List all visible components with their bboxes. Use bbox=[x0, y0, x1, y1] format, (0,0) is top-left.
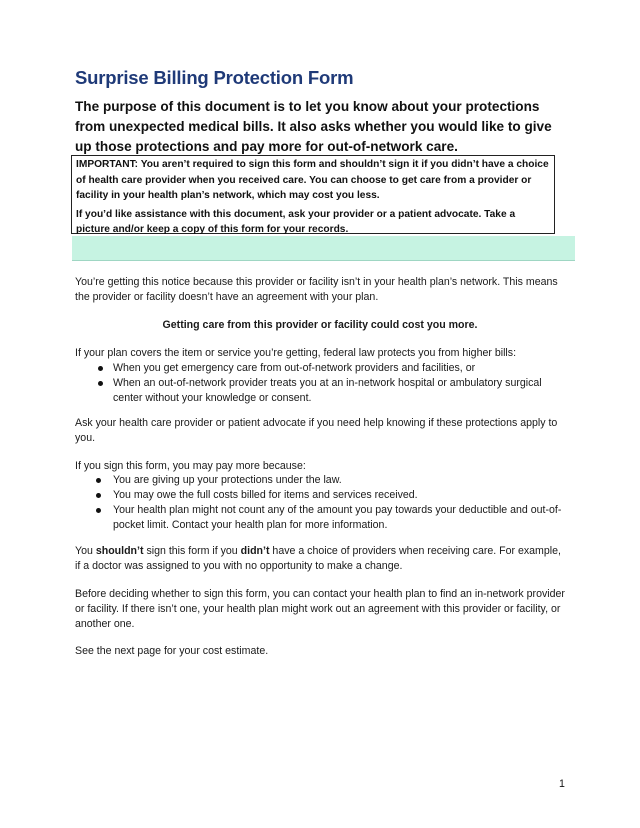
list-item: Your health plan might not count any of the amount you pay towards your deductible and out-of-pocket limit. Contact your health plan for more information. bbox=[75, 503, 565, 533]
shouldnt-sign-paragraph: You shouldn’t sign this form if you didn’t have a choice of providers when receiving care. For example, if a doctor was assigned to you with no opportunity to make a change. bbox=[75, 545, 561, 572]
bullet-icon bbox=[98, 366, 103, 371]
list-item: You may owe the full costs billed for items and services received. bbox=[75, 488, 565, 503]
list-item: When an out-of-network provider treats you at an in-network hospital or ambulatory surgical center without your knowledge or consent. bbox=[75, 376, 565, 406]
list-item: When you get emergency care from out-of-network providers and facilities, or bbox=[75, 361, 565, 376]
assistance-paragraph: If you’d like assistance with this document, ask your provider or a patient advocate. Take a picture and/or keep a copy of this form for your records. bbox=[76, 208, 516, 235]
bullet-icon bbox=[96, 508, 101, 513]
list-item: You are giving up your protections under the law. bbox=[75, 473, 565, 488]
form-title: Surprise Billing Protection Form bbox=[75, 67, 354, 88]
cost-heading: Getting care from this provider or facility could cost you more. bbox=[162, 319, 478, 331]
sign-consequences-list bbox=[75, 473, 565, 533]
bullet-icon bbox=[96, 478, 101, 483]
notice-paragraph: You’re getting this notice because this provider or facility isn’t in your health plan’s network. This means the provider or facility doesn’t have an agreement with your plan. bbox=[75, 276, 558, 303]
purpose-statement: The purpose of this document is to let you know about your protections from unexpected medical bills. It also asks whether you would like to give up those protections and pay more for out-of-network care. bbox=[75, 99, 552, 154]
bullet-icon bbox=[98, 381, 103, 386]
bullet-icon bbox=[96, 493, 101, 498]
important-notice-box bbox=[71, 155, 555, 234]
sign-intro: If you sign this form, you may pay more because: bbox=[75, 460, 306, 472]
ask-paragraph: Ask your health care provider or patient advocate if you need help knowing if these protections apply to you. bbox=[75, 417, 558, 444]
important-paragraph: IMPORTANT: You aren’t required to sign this form and shouldn’t sign it if you didn’t have a choice of health care provider when you received care. You can choose to get care from a provider or facility in your health plan’s network, which may cost you less. bbox=[76, 159, 549, 201]
page-number: 1 bbox=[559, 778, 565, 790]
highlight-band bbox=[72, 236, 575, 261]
next-page-note: See the next page for your cost estimate. bbox=[75, 645, 269, 657]
before-deciding-paragraph: Before deciding whether to sign this form, you can contact your health plan to find an in-network provider or facility. If there isn’t one, your health plan might work out an agreement with this provider or facility, or another one. bbox=[75, 588, 565, 630]
protections-list bbox=[75, 361, 565, 406]
protections-intro: If your plan covers the item or service you’re getting, federal law protects you from higher bills: bbox=[75, 347, 517, 359]
